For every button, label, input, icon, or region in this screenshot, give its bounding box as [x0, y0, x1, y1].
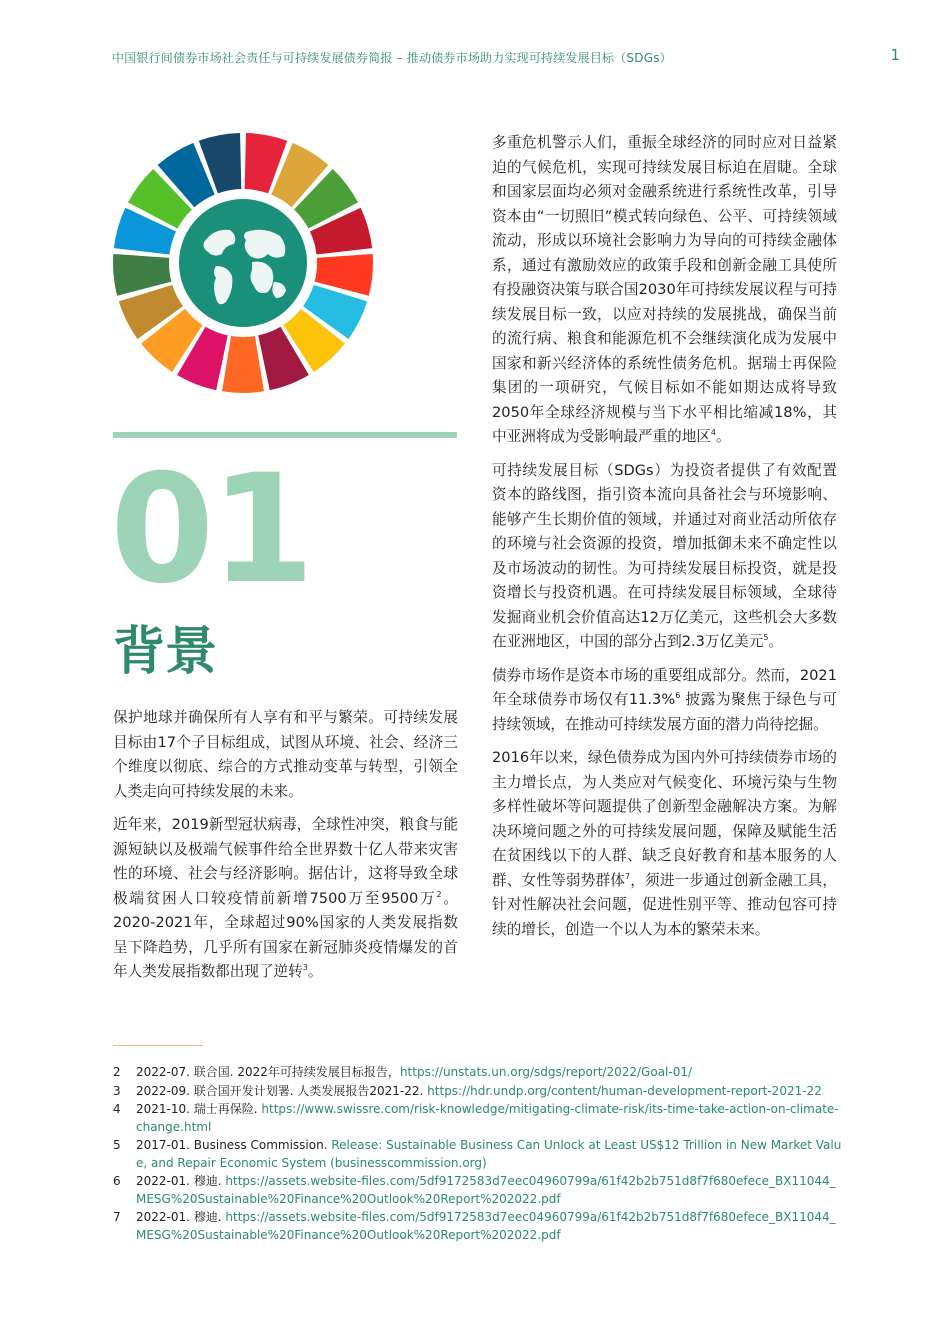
sdg-wheel-icon: [112, 132, 374, 394]
footnote-item: [113, 1101, 843, 1136]
page-number: 1: [890, 46, 900, 64]
paragraph: 多重危机警示人们，重振全球经济的同时应对日益紧迫的气候危机，实现可持续发展目标迫在眉睫。全球和国家层面均必须对金融系统进行系统性改革，引导资本由“一切照旧”模式转向绿色、公平、可持续领域流动，形成以环境社会影响力为导向的可持续金融体系，通过有激励效应的政策手段和创新金融工具使所有投融资决策与联合国2030年可持续发展议程与可持续发展目标一致，以应对持续的发展挑战，确保当前的流行病、粮食和能源危机不会继续演化成为发展中国家和新兴经济体的系统性债务危机。据瑞士再保险集团的一项研究，气候目标如不能如期达成将导致2050年全球经济规模与当下水平相比缩减18%，其中亚洲将成为受影响最严重的地区$^4$。: [492, 134, 837, 445]
footnote-ref: 6: [675, 691, 681, 701]
footnote-link[interactable]: https://hdr.undp.org/content/human-development-report-2021-22: [427, 1083, 822, 1098]
footnote-item: [113, 1064, 843, 1082]
section-number: 01: [110, 443, 311, 617]
footnote-ref: 2: [436, 889, 442, 899]
footnote-item: [113, 1137, 843, 1172]
footnote-divider: [113, 1045, 203, 1046]
footnote-link[interactable]: https://unstats.un.org/sdgs/report/2022/Goal-01/: [399, 1065, 693, 1079]
footnote-ref: 5: [763, 633, 769, 643]
section-divider: [113, 432, 457, 438]
footnote-link[interactable]: https://assets.website-files.com/5df9172583d7eec04960799a/61f42b2b751d8f7f680efece_BX11044_MESG%20Sustainable%20Finance%20Outlook%20Report%202022.pdf: [136, 1174, 836, 1206]
globe-icon: [179, 199, 307, 327]
right-column: [492, 131, 837, 951]
paragraph: 近年来，2019新型冠状病毒，全球性冲突，粮食与能源短缺以及极端气候事件给全世界数十亿人带来灾害性的环境、社会与经济影响。据估计，这将导致全球极端贫困人口较疫情前新增7500万至9500万$^2$。2020-2021年，全球超过90%国家的人类发展指数呈下降趋势，几乎所有国家在新冠肺炎疫情爆发的首年人类发展指数都出现了逆转$^3$。: [113, 816, 458, 980]
footnote-number: 2: [113, 1065, 121, 1079]
footnote-number: 6: [113, 1174, 121, 1188]
footnote-ref: 3: [302, 963, 308, 973]
paragraph: 债券市场作是资本市场的重要组成部分。然而，2021年全球债券市场仅有11.3%$^6$ 披露为聚焦于绿色与可持续领域，在推动可持续发展方面的潜力尚待挖掘。: [492, 666, 838, 733]
sdg-wheel-segment: [222, 336, 264, 393]
footnote-link[interactable]: https://assets.website-files.com/5df9172583d7eec04960799a/61f42b2b751d8f7f680efece_BX11044_MESG%20Sustainable%20Finance%20Outlook%20Report%202022.pdf: [136, 1210, 836, 1242]
footnote-text: 2021-10. 瑞士再保险.: [136, 1102, 262, 1116]
footnote-number: 7: [113, 1210, 121, 1224]
footnote-ref: 4: [710, 428, 717, 438]
report-header-title: 中国银行间债券市场社会责任与可持续发展债券简报 – 推动债券市场助力实现可持续发展目标（SDGs）: [112, 51, 672, 65]
footnote-number: 4: [113, 1102, 121, 1116]
footnote-item: [113, 1173, 843, 1208]
paragraph: 2016年以来，绿色债券成为国内外可持续债券市场的主力增长点，为人类应对气候变化、环境污染与生物多样性破坏等问题提供了创新型金融解决方案。为解决环境问题之外的可持续发展问题，保障及赋能生活在贫困线以下的人群、缺乏良好教育和基本服务的人群、女性等弱势群体$^7$，须进一步通过创新金融工具，针对性解决社会问题，促进性别平等、推动包容可持续的增长，创造一个以人为本的繁荣未来。: [492, 749, 837, 938]
paragraph: 可持续发展目标（SDGs）为投资者提供了有效配置资本的路线图，指引资本流向具备社会与环境影响、能够产生长期价值的领域，并通过对商业活动所依存的环境与社会资源的投资，增加抵御未来不确定性以及市场波动的韧性。为可持续发展目标投资，就是投资增长与投资机遇。在可持续发展目标领域，全球待发掘商业机会价值高达12万亿美元，这些机会大多数在亚洲地区，中国的部分占到2.3万亿美元$^5$。: [492, 461, 837, 650]
footnote-number: 5: [113, 1138, 121, 1152]
left-column: [113, 706, 458, 994]
footnote-link[interactable]: Release: Sustainable Business Can Unlock at Least US$12 Trillion in New Market Value, and Repair Economic System (businesscommission.org): [136, 1138, 842, 1170]
footnote-link[interactable]: https://www.swissre.com/risk-knowledge/mitigating-climate-risk/its-time-take-action-on-climate-change.html: [136, 1102, 839, 1134]
footnote-item: [113, 1209, 843, 1244]
footnotes: [113, 1064, 843, 1245]
section-title: 背景: [113, 622, 218, 682]
footnote-text: 2022-09. 联合国开发计划署. 人类发展报告2021-22.: [136, 1083, 428, 1098]
footnote-text: 2022-01. 穆迪.: [136, 1210, 226, 1224]
footnote-text: 2017-01. Business Commission.: [136, 1138, 332, 1152]
footnote-number: 3: [113, 1083, 121, 1098]
footnote-text: 2022-01. 穆迪.: [136, 1174, 226, 1188]
footnote-item: [113, 1083, 843, 1101]
paragraph: 保护地球并确保所有人享有和平与繁荣。可持续发展目标由17个子目标组成，试图从环境、社会、经济三个维度以彻底、综合的方式推动变革与转型，引领全人类走向可持续发展的未来。: [113, 709, 458, 800]
footnote-ref: 7: [625, 871, 631, 881]
footnote-text: 2022-07. 联合国. 2022年可持续发展目标报告，: [136, 1065, 400, 1079]
